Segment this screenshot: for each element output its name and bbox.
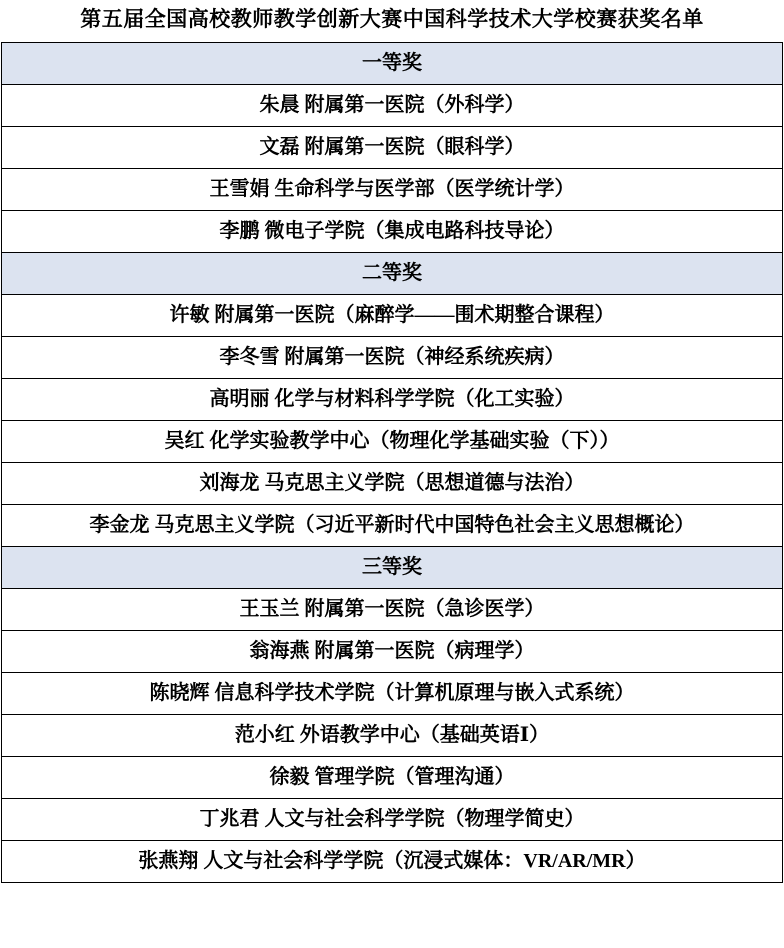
section-header-first-prize: 一等奖	[2, 43, 783, 85]
section-header-third-prize: 三等奖	[2, 547, 783, 589]
table-row	[2, 589, 783, 631]
page-title: 第五届全国高校教师教学创新大赛中国科学技术大学校赛获奖名单	[80, 7, 704, 31]
table-row	[2, 295, 783, 337]
list-item: 王雪娟 生命科学与医学部（医学统计学）	[2, 169, 783, 211]
list-item: 高明丽 化学与材料科学学院（化工实验）	[2, 379, 783, 421]
table-row	[2, 211, 783, 253]
list-item: 翁海燕 附属第一医院（病理学）	[2, 631, 783, 673]
table-row	[2, 253, 783, 295]
list-item: 徐毅 管理学院（管理沟通）	[2, 757, 783, 799]
table-row	[2, 379, 783, 421]
table-row	[2, 757, 783, 799]
table-row	[2, 631, 783, 673]
list-item: 范小红 外语教学中心（基础英语Ⅰ）	[2, 715, 783, 757]
award-list-table	[1, 42, 783, 883]
table-row	[2, 169, 783, 211]
table-row	[2, 43, 783, 85]
table-row	[2, 799, 783, 841]
section-header-second-prize: 二等奖	[2, 253, 783, 295]
table-row	[2, 715, 783, 757]
list-item: 吴红 化学实验教学中心（物理化学基础实验（下））	[2, 421, 783, 463]
list-item: 许敏 附属第一医院（麻醉学——围术期整合课程）	[2, 295, 783, 337]
table-row	[2, 85, 783, 127]
list-item: 朱晨 附属第一医院（外科学）	[2, 85, 783, 127]
list-item: 文磊 附属第一医院（眼科学）	[2, 127, 783, 169]
table-row	[2, 505, 783, 547]
list-item: 刘海龙 马克思主义学院（思想道德与法治）	[2, 463, 783, 505]
table-row	[2, 421, 783, 463]
table-row	[2, 841, 783, 883]
award-table-body	[2, 43, 783, 883]
list-item: 李鹏 微电子学院（集成电路科技导论）	[2, 211, 783, 253]
list-item: 李冬雪 附属第一医院（神经系统疾病）	[2, 337, 783, 379]
list-item: 李金龙 马克思主义学院（习近平新时代中国特色社会主义思想概论）	[2, 505, 783, 547]
list-item: 张燕翔 人文与社会科学学院（沉浸式媒体：VR/AR/MR）	[2, 841, 783, 883]
table-row	[2, 673, 783, 715]
table-row	[2, 337, 783, 379]
list-item: 陈晓辉 信息科学技术学院（计算机原理与嵌入式系统）	[2, 673, 783, 715]
list-item: 丁兆君 人文与社会科学学院（物理学简史）	[2, 799, 783, 841]
table-row	[2, 463, 783, 505]
table-row	[2, 547, 783, 589]
table-row	[2, 127, 783, 169]
list-item: 王玉兰 附属第一医院（急诊医学）	[2, 589, 783, 631]
